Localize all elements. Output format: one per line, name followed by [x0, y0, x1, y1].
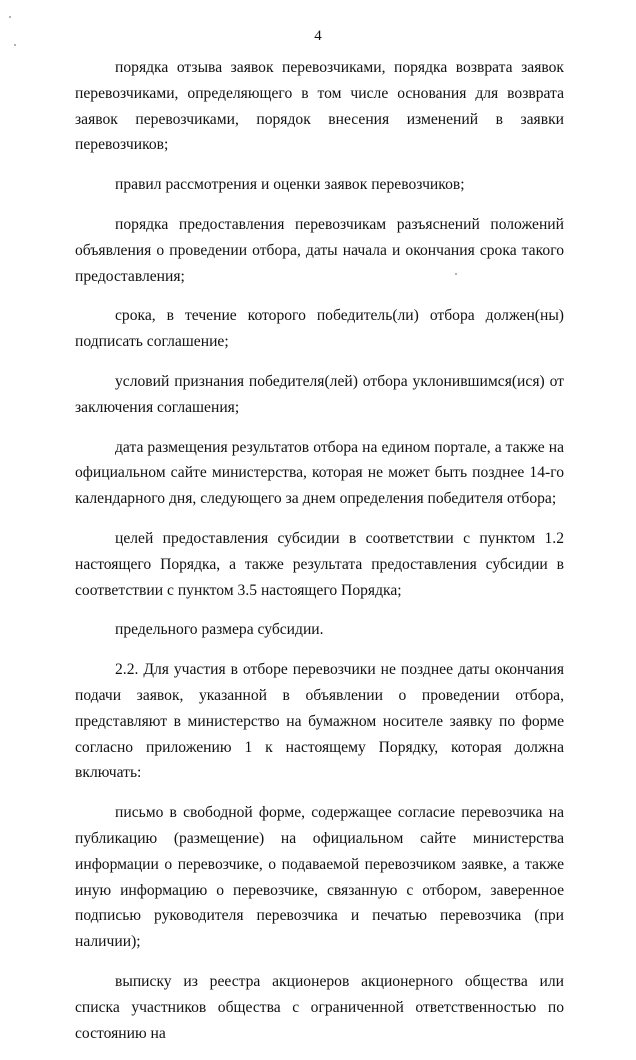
- paragraph-withdrawal-order: порядка отзыва заявок перевозчиками, порядка возврата заявок перевозчиками, определяющего в том числе основания для возврата заявок перевозчиками, порядок внесения изменений в заявки перевозчиков;: [75, 59, 564, 154]
- paragraph-results-date: дата размещения результатов отбора на едином портале, а также на официальном сайте министерства, которая не может быть позднее 14-го календарного дня, следующего за днем определения победителя отбора;: [75, 438, 564, 508]
- paragraph-consent-letter: письмо в свободной форме, содержащее согласие перевозчика на публикацию (размещение) на официальном сайте министерства информации о перевозчике, о подаваемой перевозчиком заявке, а также иную информацию о перевозчике, связанную с отбором, заверенное подписью руководителя перевозчика и печатью перевозчика (при наличии);: [75, 804, 564, 951]
- paragraph-register-extract: выписку из реестра акционеров акционерного общества или списка участников общества с ограниченной ответственностью по состоянию на: [75, 972, 564, 1042]
- page-number: 4: [314, 28, 322, 44]
- paragraph-evasion-conditions: условий признания победителя(лей) отбора уклонившимся(ися) от заключения соглашения;: [75, 372, 564, 416]
- paragraph-subsidy-goals: целей предоставления субсидии в соответствии с пунктом 1.2 настоящего Порядка, а также результата предоставления субсидии в соответствии с пунктом 3.5 настоящего Порядка;: [75, 529, 564, 599]
- scan-speck: [9, 16, 11, 18]
- document-body: [75, 55, 564, 1060]
- paragraph-clarifications: порядка предоставления перевозчикам разъяснений положений объявления о проведении отбора, даты начала и окончания срока такого предоставления;: [75, 215, 564, 285]
- paragraph-review-rules: правил рассмотрения и оценки заявок перевозчиков;: [115, 176, 465, 194]
- paragraph-subsidy-limit: предельного размера субсидии.: [115, 621, 324, 639]
- paragraph-signing-term: срока, в течение которого победитель(ли) отбора должен(ны) подписать соглашение;: [75, 307, 564, 351]
- paragraph-section-2-2: 2.2. Для участия в отборе перевозчики не позднее даты окончания подачи заявок, указанной в объявлении о проведении отбора, представляют в министерство на бумажном носителе заявку по форме согласно приложению 1 к настоящему Порядку, которая должна включать:: [75, 661, 564, 782]
